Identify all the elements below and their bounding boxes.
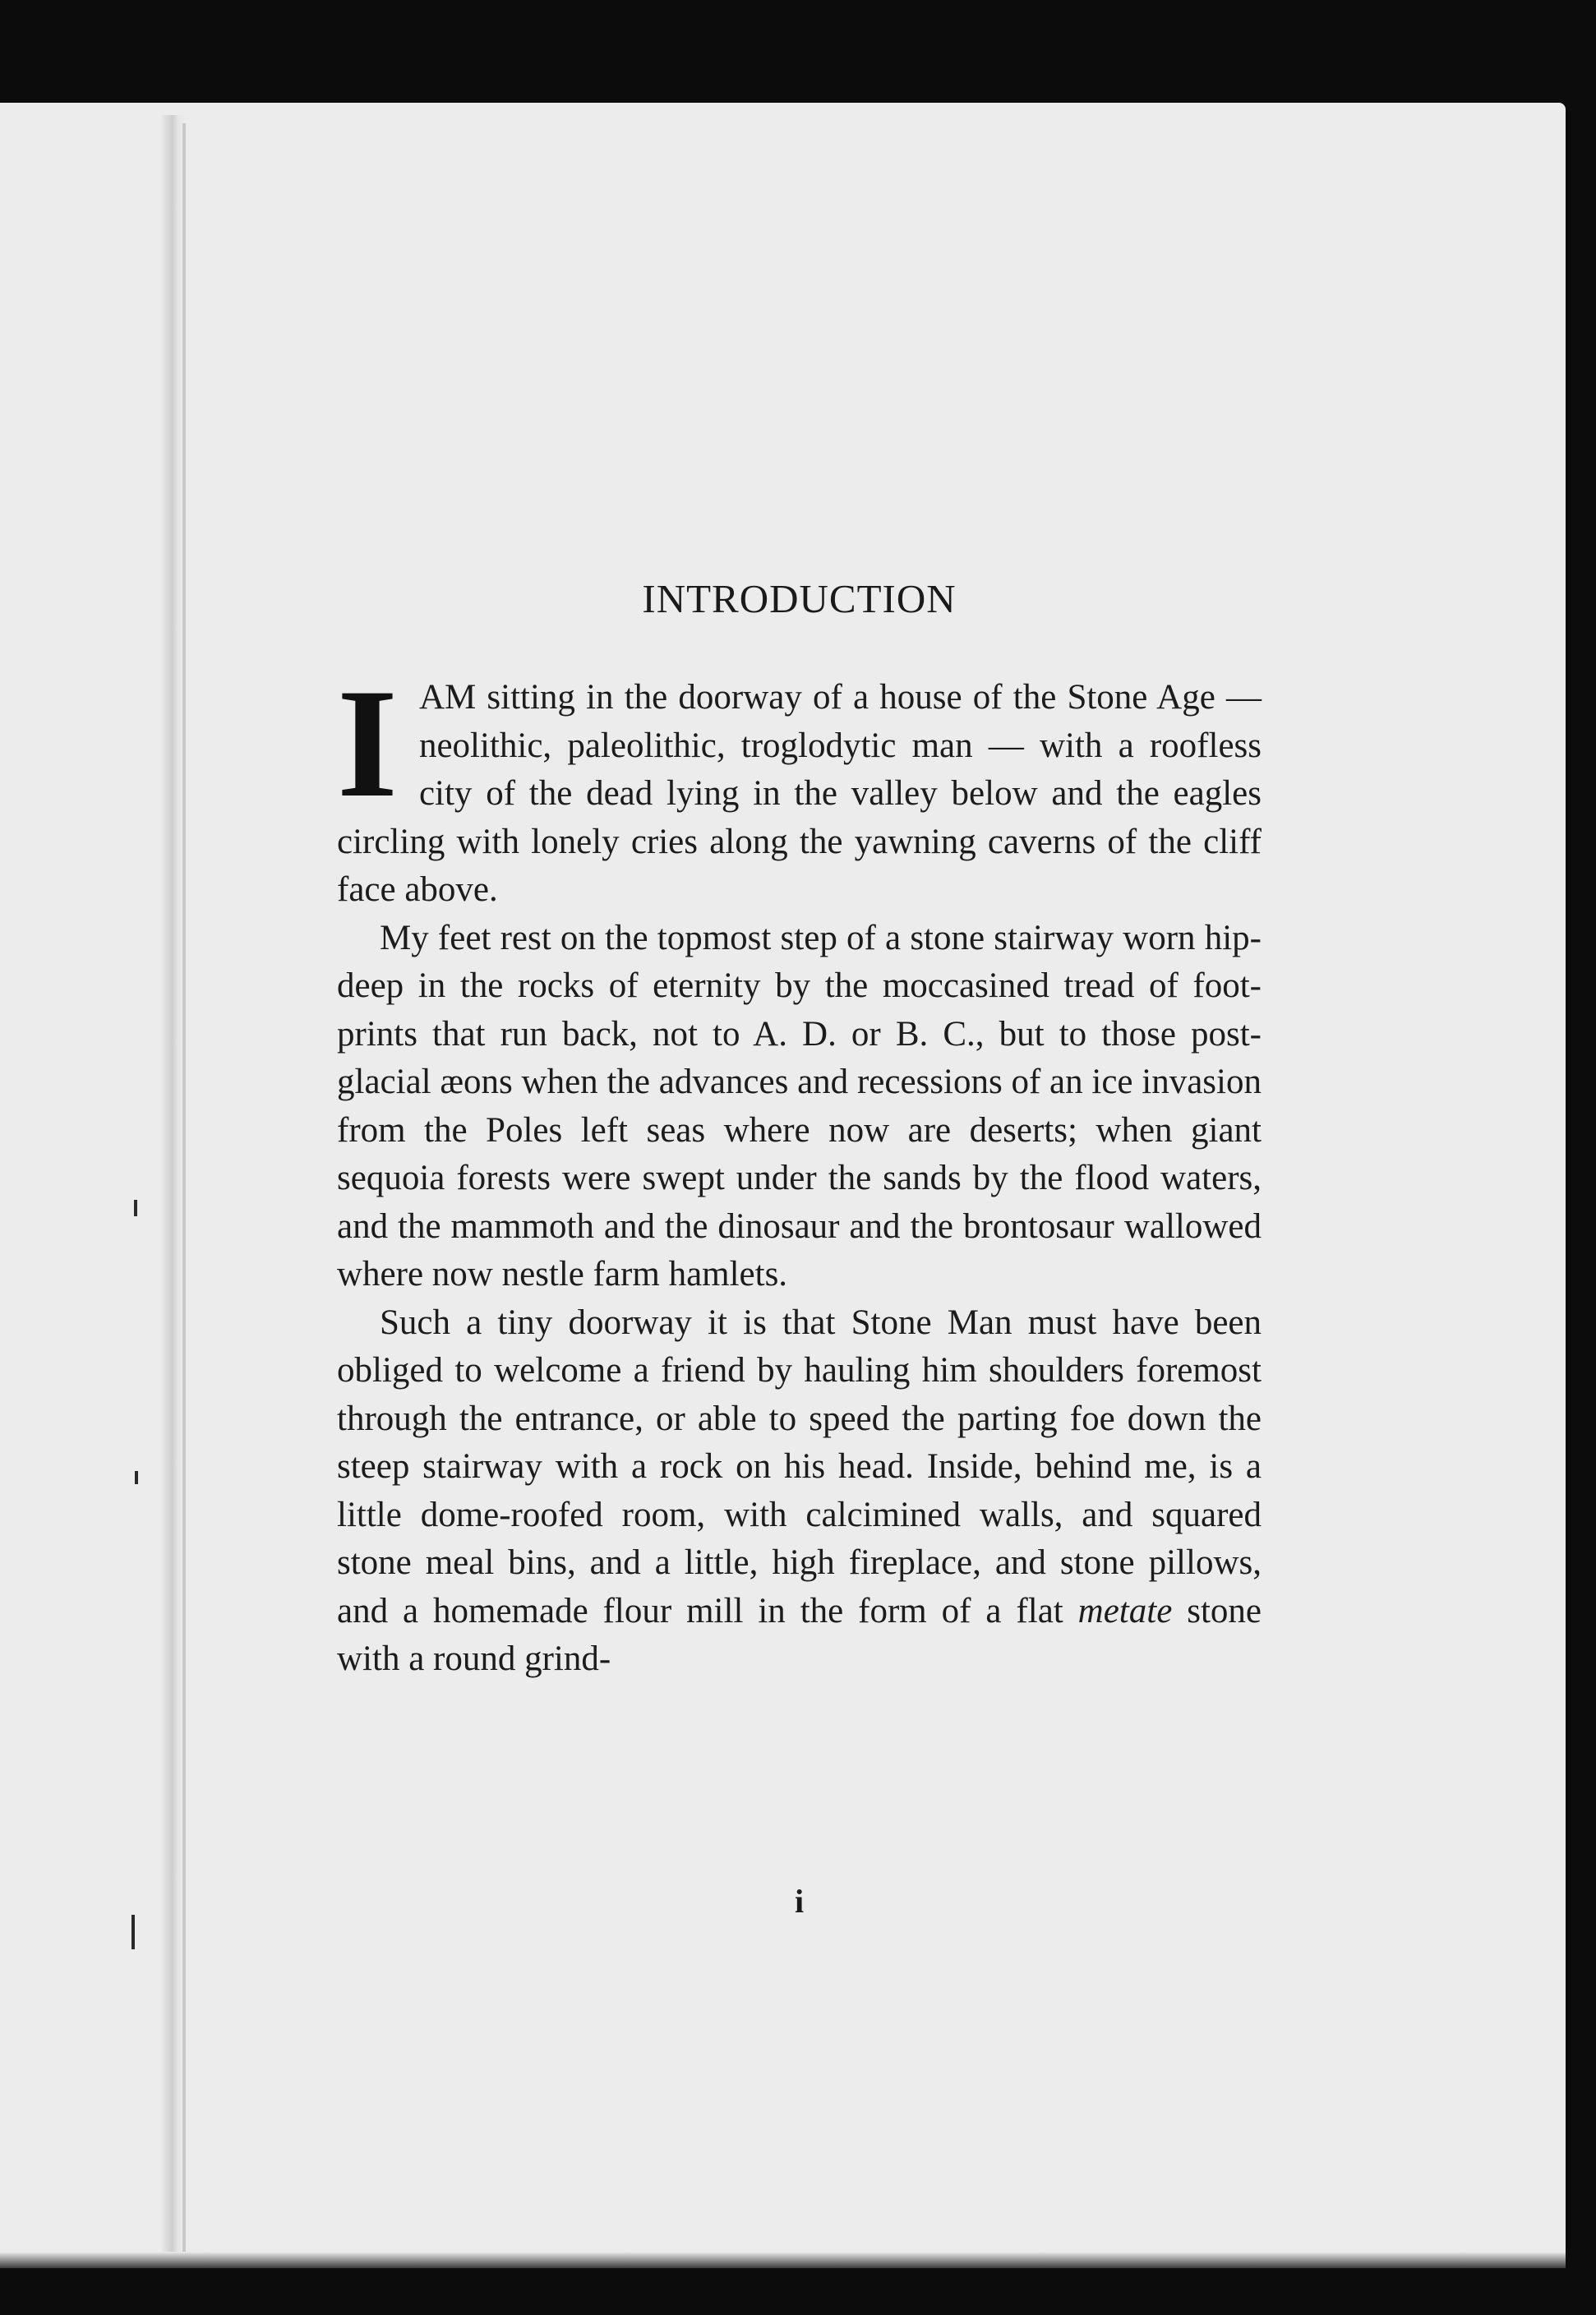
paragraph-3-text: Such a tiny doorway it is that Stone Man must have been obliged to welcome a friend by hauling him shoulders foremost through the entrance, or able to speed the parting foe down the steep stairway with a rock on his head. Inside, behind me, is a little dome-roofed room, with calcimined walls, and squared stone meal bins, and a little, high fireplace, and stone pillows, and a homemade flour mill in the form of a flat [337, 1303, 1262, 1630]
drop-cap: I [337, 657, 398, 830]
paragraph-3 [337, 1299, 1262, 1684]
chapter-heading: INTRODUCTION [642, 576, 957, 621]
margin-mark [131, 1915, 135, 1949]
italic-term: metate [1077, 1591, 1173, 1630]
margin-mark [134, 1200, 137, 1216]
body-text [337, 657, 1262, 1684]
paragraph-2: My feet rest on the topmost step of a stone stairway worn hip-deep in the rocks of eternity by the moccasined tread of foot-prints that run back, not to A. D. or B. C., but to those post-glacial æons when the advances and recessions of an ice invasion from the Poles left seas where now are deserts; when giant sequoia forests were swept under the sands by the flood waters, and the mammoth and the dinosaur and the brontosaur wallowed where now nestle farm hamlets. [337, 918, 1262, 1294]
page-number: i [794, 1883, 805, 1920]
paragraph-3-text-end: stone with a round grind- [337, 1591, 1262, 1678]
page-bottom-edge [0, 2252, 1566, 2268]
paragraph-1-text: AM sitting in the doorway of a house of the Stone Age — neolithic, paleolithic, troglodytic man — with a roofless city of the dead lying in the valley below and the eagles circling with lonely cries along the yawning caverns of the cliff face above. [337, 678, 1262, 909]
gutter-line [182, 123, 186, 2252]
margin-mark [135, 1471, 138, 1484]
paragraph-1 [337, 657, 1262, 915]
